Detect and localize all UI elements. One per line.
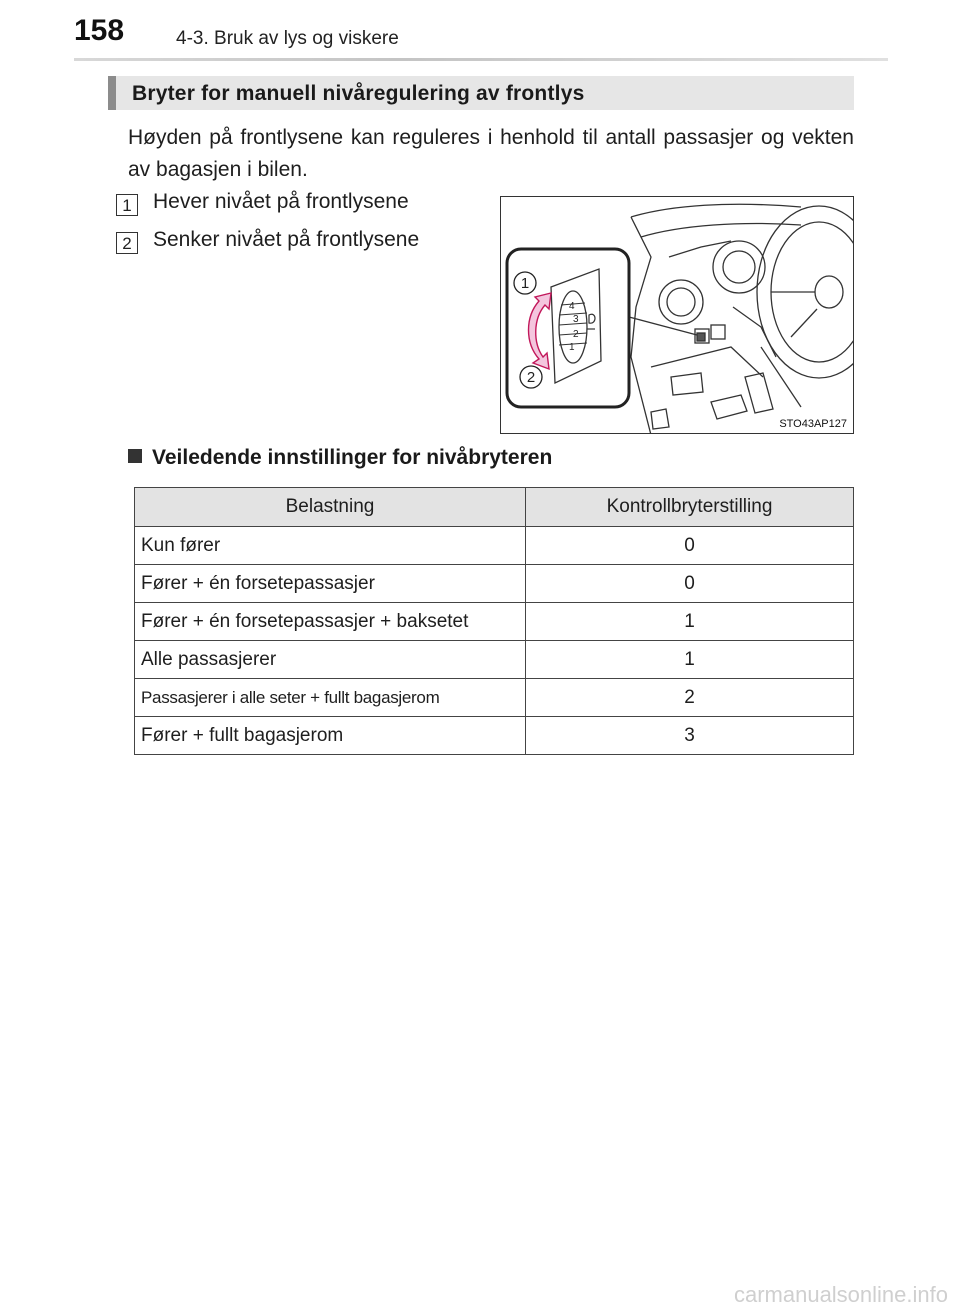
position-cell: 1 <box>526 641 854 679</box>
subsection-heading <box>128 446 552 470</box>
dashboard-illustration <box>500 196 854 434</box>
dial-mark-1: 1 <box>569 342 575 353</box>
column-header-load: Belastning <box>135 488 526 527</box>
section-title: Bryter for manuell nivåregulering av frontlys <box>132 82 585 105</box>
dial-mark-3: 3 <box>573 314 579 325</box>
position-cell: 2 <box>526 679 854 717</box>
watermark: carmanualsonline.info <box>733 1282 948 1307</box>
figure-code: STO43AP127 <box>779 418 847 430</box>
section-heading-bar <box>108 76 854 110</box>
table-row <box>135 565 854 603</box>
position-cell: 3 <box>526 717 854 755</box>
dial-mark-2: 2 <box>573 329 579 340</box>
table-row <box>135 527 854 565</box>
table-header-row <box>135 488 854 527</box>
callout-1: 1 <box>520 275 530 292</box>
item-text: Senker nivået på frontlysene <box>153 228 420 251</box>
table-row <box>135 641 854 679</box>
table-row <box>135 603 854 641</box>
item-text: Hever nivået på frontlysene <box>153 190 409 213</box>
position-cell: 1 <box>526 603 854 641</box>
item-number-badge: 1 <box>116 194 138 216</box>
page-header <box>0 0 960 60</box>
column-header-switch-position: Kontrollbryterstilling <box>526 488 854 527</box>
dashboard-drawing <box>501 197 854 434</box>
load-cell: Fører + én forsetepassasjer <box>135 565 526 603</box>
load-cell: Fører + én forsetepassasjer + baksetet <box>135 603 526 641</box>
position-cell: 0 <box>526 565 854 603</box>
load-cell: Passasjerer i alle seter + fullt bagasjerom <box>135 679 526 717</box>
page-number: 158 <box>74 14 125 47</box>
chapter-title: 4-3. Bruk av lys og viskere <box>176 28 399 49</box>
load-settings-table <box>134 487 854 755</box>
dial-mark-4: 4 <box>569 301 575 312</box>
callout-2: 2 <box>526 369 536 386</box>
load-cell: Fører + fullt bagasjerom <box>135 717 526 755</box>
intro-paragraph: Høyden på frontlysene kan reguleres i henhold til antall passasjer og vekten av bagasjen i bilen. <box>128 126 854 181</box>
subsection-title: Veiledende innstillinger for nivåbryteren <box>152 446 553 469</box>
item-number-badge: 2 <box>116 232 138 254</box>
load-cell: Kun fører <box>135 527 526 565</box>
position-cell: 0 <box>526 527 854 565</box>
header-divider <box>74 58 888 61</box>
table-row <box>135 717 854 755</box>
square-bullet-icon <box>128 449 142 463</box>
load-cell: Alle passasjerer <box>135 641 526 679</box>
table-row <box>135 679 854 717</box>
